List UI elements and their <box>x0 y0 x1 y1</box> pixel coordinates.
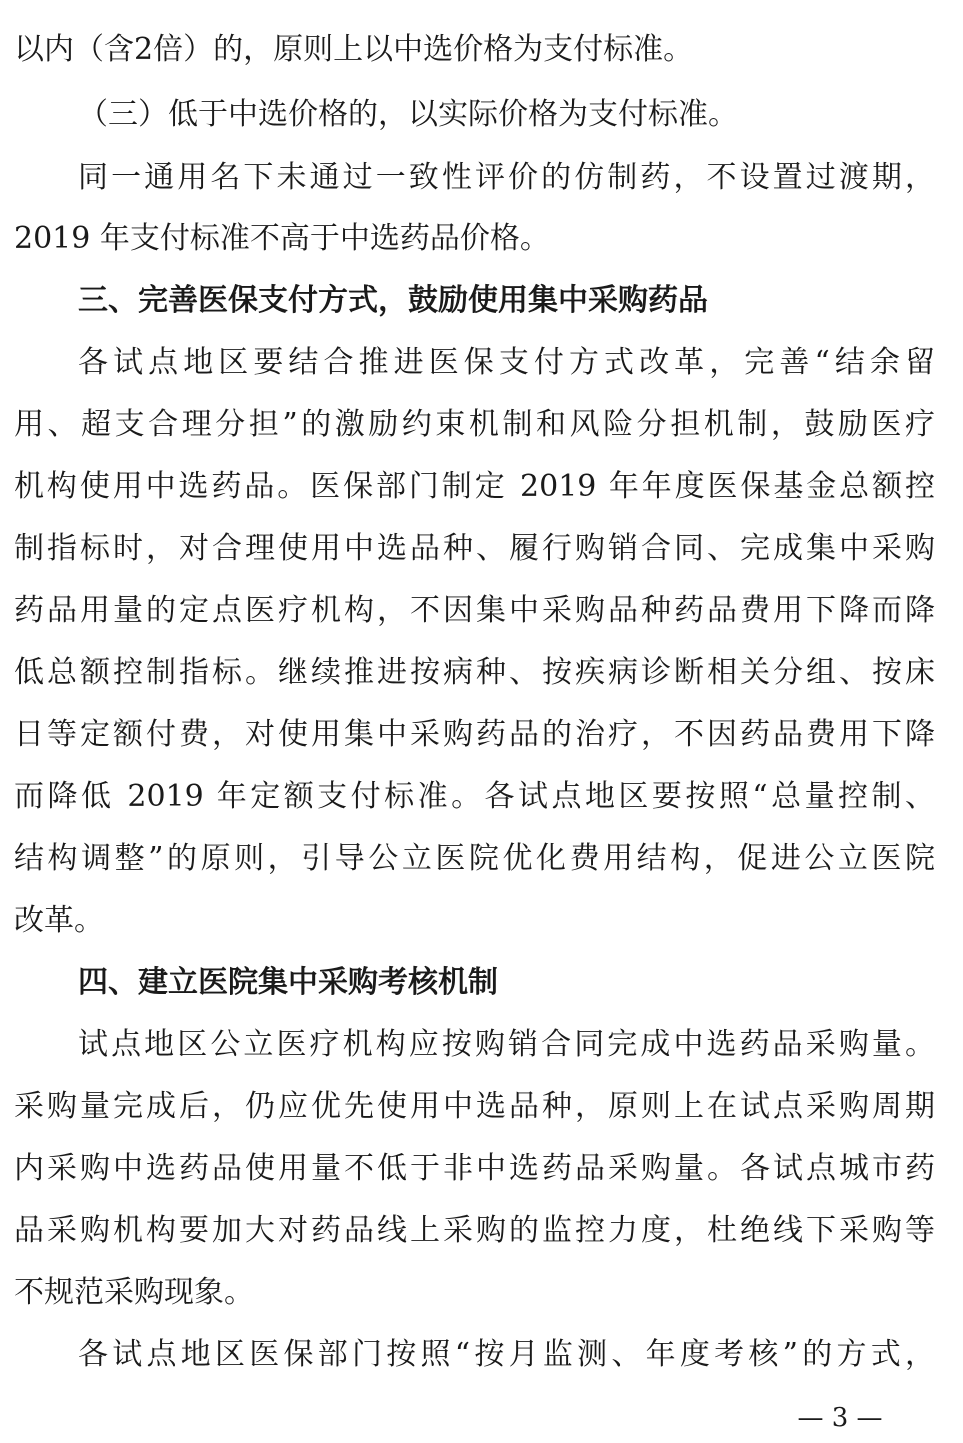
paragraph-line: 同一通用名下未通过一致性评价的仿制药，不设置过渡期， <box>78 160 935 195</box>
paragraph-line: 以内（含2倍）的，原则上以中选价格为支付标准。 <box>14 32 694 67</box>
paragraph-line: （三）低于中选价格的，以实际价格为支付标准。 <box>78 97 738 132</box>
paragraph-line: 结构调整”的原则，引导公立医院优化费用结构，促进公立医院 <box>14 841 935 876</box>
paragraph-line: 日等定额付费，对使用集中采购药品的治疗，不因药品费用下降 <box>14 717 935 752</box>
paragraph-line: 而降低 2019 年定额支付标准。各试点地区要按照“总量控制、 <box>14 779 935 814</box>
paragraph-line: 药品用量的定点医疗机构，不因集中采购品种药品费用下降而降 <box>14 593 935 628</box>
paragraph-line: 改革。 <box>14 903 104 938</box>
page-number: — 3 — <box>797 1403 883 1433</box>
paragraph-line: 各试点地区要结合推进医保支付方式改革，完善“结余留 <box>78 345 935 380</box>
paragraph-line: 用、超支合理分担”的激励约束机制和风险分担机制，鼓励医疗 <box>14 407 935 442</box>
paragraph-line: 机构使用中选药品。医保部门制定 2019 年年度医保基金总额控 <box>14 469 935 504</box>
paragraph-line: 试点地区公立医疗机构应按购销合同完成中选药品采购量。 <box>78 1027 935 1062</box>
section-heading: 四、建立医院集中采购考核机制 <box>78 965 498 1000</box>
paragraph-line: 内采购中选药品使用量不低于非中选药品采购量。各试点城市药 <box>14 1151 935 1186</box>
paragraph-line: 2019 年支付标准不高于中选药品价格。 <box>14 221 550 256</box>
section-heading: 三、完善医保支付方式，鼓励使用集中采购药品 <box>78 283 708 318</box>
paragraph-line: 品采购机构要加大对药品线上采购的监控力度，杜绝线下采购等 <box>14 1213 935 1248</box>
paragraph-line: 制指标时，对合理使用中选品种、履行购销合同、完成集中采购 <box>14 531 935 566</box>
paragraph-line: 不规范采购现象。 <box>14 1275 254 1310</box>
paragraph-line: 采购量完成后，仍应优先使用中选品种，原则上在试点采购周期 <box>14 1089 935 1124</box>
paragraph-line: 低总额控制指标。继续推进按病种、按疾病诊断相关分组、按床 <box>14 655 935 690</box>
paragraph-line: 各试点地区医保部门按照“按月监测、年度考核”的方式， <box>78 1337 935 1372</box>
